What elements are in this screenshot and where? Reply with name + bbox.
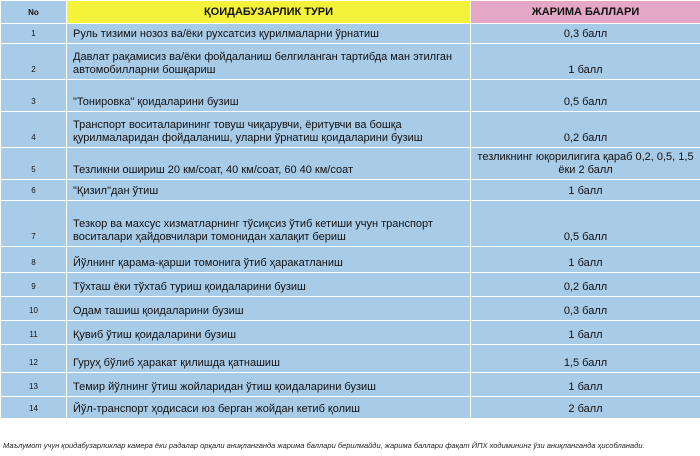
row-number: 12 — [1, 345, 67, 373]
row-penalty: тезликнинг юқорилигига қараб 0,2, 0,5, 1,5 ёки 2 балл — [471, 148, 700, 180]
row-violation: "Қизил"дан ўтиш — [67, 180, 471, 201]
header-penalty-points: ЖАРИМА БАЛЛАРИ — [471, 1, 700, 24]
row-number: 3 — [1, 80, 67, 112]
row-penalty: 1 балл — [471, 247, 700, 273]
table-row — [1, 24, 700, 44]
table-row — [1, 112, 700, 148]
row-penalty: 0,3 балл — [471, 24, 700, 44]
row-number: 13 — [1, 373, 67, 397]
row-penalty: 0,2 балл — [471, 273, 700, 297]
row-violation: Давлат рақамисиз ва/ёки фойдаланиш белгиланган тартибда ман этилган автомобилларни бошқариш — [67, 44, 471, 80]
row-number: 9 — [1, 273, 67, 297]
table-row — [1, 247, 700, 273]
row-number: 10 — [1, 297, 67, 321]
table-row — [1, 201, 700, 247]
row-penalty: 0,3 балл — [471, 297, 700, 321]
row-violation: Тезликни ошириш 20 км/соат, 40 км/соат, 60 40 км/соат — [67, 148, 471, 180]
row-number: 1 — [1, 24, 67, 44]
row-violation: Руль тизими нозоз ва/ёки рухсатсиз қурилмаларни ўрнатиш — [67, 24, 471, 44]
header-violation-type: ҚОИДАБУЗАРЛИК ТУРИ — [67, 1, 471, 24]
row-penalty: 0,5 балл — [471, 201, 700, 247]
table-row — [1, 297, 700, 321]
table-row — [1, 273, 700, 297]
footnote: Маълумот учун қоидабузарликлар камера ёки радалар орқали аниқланганда жарима баллари берилмайди, жарима баллари фақат ЙПХ ходимининг ўзи аниқланганда ҳисобланади. — [3, 441, 645, 450]
row-violation: Йўл-транспорт ҳодисаси юз берган жойдан кетиб қолиш — [67, 397, 471, 419]
table-row — [1, 321, 700, 345]
header-number: No — [1, 1, 67, 24]
row-number: 5 — [1, 148, 67, 180]
row-penalty: 1 балл — [471, 44, 700, 80]
row-number: 14 — [1, 397, 67, 419]
table-row — [1, 397, 700, 419]
row-violation: Гуруҳ бўлиб ҳаракат қилишда қатнашиш — [67, 345, 471, 373]
row-number: 7 — [1, 201, 67, 247]
row-violation: Йўлнинг қарама-қарши томонига ўтиб ҳаракатланиш — [67, 247, 471, 273]
table-row — [1, 180, 700, 201]
row-violation: Тезкор ва махсус хизматларнинг тўсиқсиз ўтиб кетиши учун транспорт воситалари ҳайдовчилари томонидан халақит бериш — [67, 201, 471, 247]
row-violation: Тўхташ ёки тўхтаб туриш қоидаларини бузиш — [67, 273, 471, 297]
table-row — [1, 44, 700, 80]
table-row — [1, 345, 700, 373]
row-penalty: 1 балл — [471, 180, 700, 201]
row-number: 8 — [1, 247, 67, 273]
row-penalty: 1,5 балл — [471, 345, 700, 373]
row-violation: "Тонировка" қоидаларини бузиш — [67, 80, 471, 112]
row-number: 4 — [1, 112, 67, 148]
table-header-row — [1, 1, 700, 24]
table-row — [1, 80, 700, 112]
table-row — [1, 148, 700, 180]
row-violation: Одам ташиш қоидаларини бузиш — [67, 297, 471, 321]
row-penalty: 1 балл — [471, 321, 700, 345]
row-penalty: 0,2 балл — [471, 112, 700, 148]
row-number: 6 — [1, 180, 67, 201]
row-penalty: 1 балл — [471, 373, 700, 397]
row-penalty: 0,5 балл — [471, 80, 700, 112]
row-penalty: 2 балл — [471, 397, 700, 419]
table-row — [1, 373, 700, 397]
row-violation: Қувиб ўтиш қоидаларини бузиш — [67, 321, 471, 345]
row-number: 2 — [1, 44, 67, 80]
row-number: 11 — [1, 321, 67, 345]
row-violation: Транспорт воситаларининг товуш чиқарувчи, ёритувчи ва бошқа қурилмаларидан фойдаланиш, уларни ўрнатиш қоидаларини бузиш — [67, 112, 471, 148]
row-violation: Темир йўлнинг ўтиш жойларидан ўтиш қоидаларини бузиш — [67, 373, 471, 397]
